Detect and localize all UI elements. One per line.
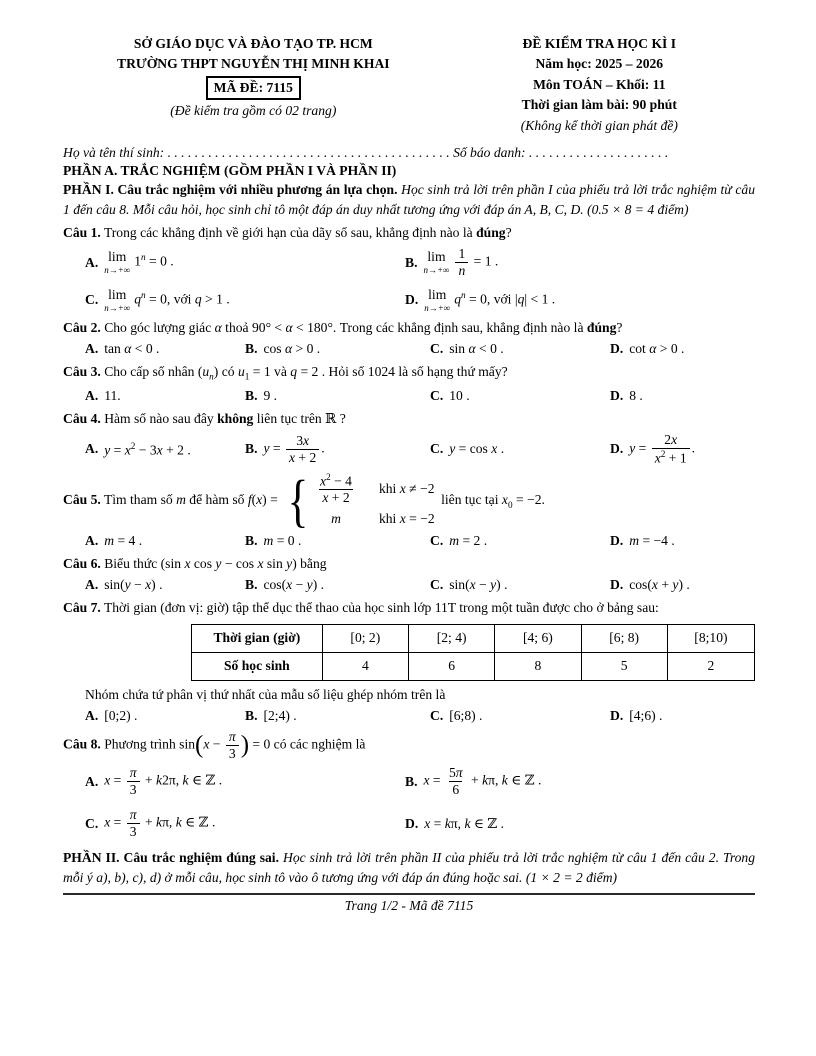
option-A [85,765,405,798]
student-id-label: Số báo danh: [453,144,526,160]
duration: Thời gian làm bài: 90 phút [521,97,677,113]
option-body: lim n→+∞ $1^n = 0$ . [104,249,174,275]
school-name: TRƯỜNG THPT NGUYỄN THỊ MINH KHAI [117,56,390,72]
option-body: sin(x − y) . [449,577,508,593]
option-body: cot α > 0 . [629,341,685,357]
table-cell: [8;10) [667,624,754,652]
student-name-dots: . . . . . . . . . . . . . . . . . . . . . . . . . . . . . . . . . . . . . . . . . . [164,144,454,160]
question-stem: Câu 2. Cho góc lượng giác α thoả 90° < α < 180°. Trong các khẳng định sau, khẳng định nào là đúng? [63,319,623,335]
option-A [85,577,245,593]
question-stem: Câu 3. Cho cấp số nhân $(u_n)$ có $u_1 = 1$ và q = 2 . Hỏi số 1024 là số hạng thứ mấy? [63,364,508,382]
question-label: Câu 7. [63,600,101,616]
subject-grade: Môn TOÁN – Khối: 11 [533,76,666,92]
option-body: [4;6) . [629,707,663,723]
option-body: $y = x^2 - 3x + 2$ . [104,440,191,458]
table-cell: 8 [495,652,581,680]
frequency-table [191,624,755,681]
question-stem: Câu 5. Tìm tham số m để hàm số f(x) = { $\frac{x^2 - 4}{x + 2}$ khi x ≠ −2 m khi x = −2 liên tục tại $x_0 = -2$. [63,467,545,533]
limit: lim n→+∞ [104,287,131,313]
option-letter: D. [610,441,624,457]
option-letter: D. [610,532,624,548]
student-name-label: Họ và tên thí sinh: [63,144,165,160]
duration-note: (Không kể thời gian phát đề) [520,117,678,133]
page-count-note: (Đề kiểm tra gồm có 02 trang) [170,103,337,119]
option-C [430,708,610,724]
option-D [610,432,755,467]
option-body: 11. [104,387,121,403]
option-letter: C. [430,387,444,403]
option-letter: A. [85,254,99,270]
table-cell: 4 [322,652,408,680]
option-letter: B. [245,341,258,357]
option-B [245,577,430,593]
fraction: $\frac{\pi}{3}$ [127,807,140,840]
option-body: cos(x − y) . [263,577,325,593]
option-letter: C. [430,532,444,548]
question-stem: Câu 7. Thời gian (đơn vị: giờ) tập thể dục thể thao của học sinh lớp 11T trong một tuần được cho ở bảng sau: [63,600,659,616]
option-A [85,708,245,724]
question-8 [63,729,755,840]
option-letter: B. [245,532,258,548]
options-grid [63,341,755,357]
limit: lim n→+∞ [424,287,451,313]
exam-header [63,34,755,136]
part2-intro [63,848,755,889]
options-grid [63,765,755,840]
option-body: m = 2 . [449,532,488,548]
question-label: Câu 4. [63,410,101,426]
option-letter: B. [245,577,258,593]
option-body: 9 . [263,387,278,403]
option-body: y = $\frac{3x}{x + 2}$ . [263,432,325,465]
question-label: Câu 2. [63,319,101,335]
question-label: Câu 1. [63,224,101,240]
option-letter: D. [610,707,624,723]
limit: lim n→+∞ [104,249,131,275]
option-D [610,708,755,724]
question-subline: Nhóm chứa tứ phân vị thứ nhất của mẫu số liệu ghép nhóm trên là [85,686,446,702]
question-4 [63,409,755,467]
option-C [430,533,610,549]
option-letter: D. [610,577,624,593]
option-body: tan α < 0 . [104,341,160,357]
option-letter: D. [610,387,624,403]
option-letter: B. [245,441,258,457]
option-letter: C. [85,292,99,308]
question-2 [63,318,755,357]
fraction: $\frac{\pi}{3}$ [226,729,239,762]
question-stem: Câu 8. Phương trình sin(x − $\frac{\pi}{3}$ ) = 0 có các nghiệm là [63,728,366,761]
part2-heading: PHẦN II. Câu trắc nghiệm đúng sai. [63,850,279,866]
option-letter: C. [430,341,444,357]
options-grid [63,533,755,549]
table-cell: 5 [581,652,667,680]
option-B [245,432,430,467]
option-D [610,388,755,404]
option-body: m = 0 . [263,532,302,548]
question-6 [63,554,755,593]
table-row [192,624,755,652]
fraction: $\frac{x^2 - 4}{x + 2}$ [320,471,352,506]
option-letter: A. [85,532,99,548]
question-7 [63,598,755,724]
options-grid [63,708,755,724]
piecewise-function: { $\frac{x^2 - 4}{x + 2}$ khi x ≠ −2 m khi x = −2 [287,467,435,533]
option-letter: B. [405,254,418,270]
option-letter: A. [85,341,99,357]
option-body: x = $\frac{\pi}{3}$ + kπ, k ∈ ℤ . [104,807,216,840]
question-label: Câu 3. [63,364,101,380]
options-grid [63,388,755,404]
question-3 [63,362,755,404]
option-body: y = $\frac{2x}{x^2 + 1}$ . [629,432,696,466]
table-cell: 2 [667,652,754,680]
option-letter: A. [85,773,99,789]
table-row-header: Thời gian (giờ) [192,624,323,652]
table-cell: [6; 8) [581,624,667,652]
table-cell: 6 [408,652,494,680]
option-B [245,341,430,357]
options-grid [63,246,755,313]
option-C [430,577,610,593]
option-letter: A. [85,577,99,593]
fraction: $\frac{1}{n}$ [455,246,468,279]
option-C [85,288,405,313]
table-cell: [0; 2) [322,624,408,652]
option-A [85,432,245,467]
exam-title: ĐỀ KIỂM TRA HỌC KÌ I [522,36,677,51]
part1-heading: PHẦN I. Câu trắc nghiệm với nhiều phương án lựa chọn. [63,181,398,197]
question-5 [63,467,755,549]
fraction: $\frac{\pi}{3}$ [127,765,140,798]
question-stem: Câu 6. Biểu thức (sin x cos y − cos x sin y) bằng [63,555,327,571]
option-letter: B. [245,387,258,403]
option-letter: D. [405,292,419,308]
table-row-header: Số học sinh [192,652,323,680]
part2-instructions: Học sinh trả lời trên phần II của phiếu trả lời trắc nghiệm từ câu 1 đến câu 2. Trong mỗi ý a), b), c), d) ở mỗi câu, học sinh tô vào ô tương ứng với đáp án đúng hoặc sai. (1 × 2 = 2 điểm) [63,850,756,886]
option-B [245,533,430,549]
footer-text: Trang 1/2 - Mã đề 7115 [344,897,474,913]
option-letter: A. [85,441,99,457]
option-body: cos(x + y) . [629,577,690,593]
option-B [245,388,430,404]
option-body: cos α > 0 . [263,341,321,357]
exam-code-box: MÃ ĐỀ: 7115 [206,76,301,100]
department-name: SỞ GIÁO DỤC VÀ ĐÀO TẠO TP. HCM [133,36,373,51]
table-cell: [2; 4) [408,624,494,652]
question-label: Câu 5. [63,491,101,507]
option-body: m = 4 . [104,532,143,548]
student-info-line [63,145,755,161]
table-cell: [4; 6) [495,624,581,652]
option-A [85,388,245,404]
option-C [85,807,405,840]
page-footer [63,893,755,914]
option-body: [2;4) . [263,707,297,723]
option-letter: B. [405,773,418,789]
table-row [192,652,755,680]
option-body: x = kπ, k ∈ ℤ . [424,815,505,831]
option-D [405,288,755,313]
option-body: sin(y − x) . [104,577,163,593]
fraction: $\frac{2x}{x^2 + 1}$ [652,432,690,467]
option-body: sin α < 0 . [449,341,504,357]
question-label: Câu 6. [63,555,101,571]
option-letter: D. [405,815,419,831]
option-C [430,388,610,404]
school-year: Năm học: 2025 – 2026 [535,56,664,72]
question-label: Câu 8. [63,736,101,752]
option-D [610,577,755,593]
part1-intro [63,180,755,221]
part1-instructions: Học sinh trả lời trên phần I của phiếu trả lời trắc nghiệm từ câu 1 đến câu 8. Mỗi câu hỏi, học sinh chỉ tô một đáp án duy nhất tương ứng với đáp án A, B, C, D. (0.5 × 8 = 4 điểm) [63,181,755,218]
option-letter: C. [430,441,444,457]
option-A [85,533,245,549]
header-left [63,34,444,136]
option-letter: A. [85,387,99,403]
part-a-title: PHẦN A. TRẮC NGHIỆM (GỒM PHẦN I VÀ PHẦN II) [63,162,397,178]
big-paren: ( [195,731,204,759]
option-C [430,341,610,357]
question-1 [63,223,755,313]
option-D [610,533,755,549]
option-body: 10 . [449,387,470,403]
limit: lim n→+∞ [423,249,450,275]
option-body: m = −4 . [629,532,675,548]
fraction: $\frac{3x}{x + 2}$ [286,433,319,466]
option-D [610,341,755,357]
option-body: lim n→+∞ $q^n = 0$, với q > 1 . [104,287,230,313]
header-right [444,34,755,136]
option-body: lim n→+∞ $q^n = 0$, với |q| < 1 . [424,287,556,313]
curly-brace: { [287,467,309,533]
option-body: lim n→+∞ $\frac{1}{n}$ = 1 . [423,246,499,279]
fraction: $\frac{5\pi}{6}$ [448,764,463,797]
option-body: y = cos x . [449,441,505,457]
student-id-dots: . . . . . . . . . . . . . . . . . . . . . [525,144,669,160]
option-letter: C. [430,707,444,723]
option-letter: C. [430,577,444,593]
option-C [430,432,610,467]
option-letter: C. [85,815,99,831]
option-B [405,765,755,798]
option-body: [0;2) . [104,707,138,723]
option-A [85,341,245,357]
big-paren: ) [240,731,250,759]
options-grid [63,577,755,593]
question-stem: Câu 4. Hàm số nào sau đây không liên tục trên ℝ ? [63,410,346,426]
option-B [405,246,755,279]
option-B [245,708,430,724]
questions-container [63,223,755,840]
question-stem: Câu 1. Trong các khẳng định về giới hạn của dãy số sau, khẳng định nào là đúng? [63,224,512,240]
option-body: 8 . [629,387,643,403]
option-letter: D. [610,341,624,357]
option-letter: B. [245,707,258,723]
option-A [85,246,405,279]
option-body: [6;8) . [449,707,483,723]
option-body: x = $\frac{5\pi}{6}$ + kπ, k ∈ ℤ . [423,764,542,797]
option-body: x = $\frac{\pi}{3}$ + k2π, k ∈ ℤ . [104,764,223,797]
options-grid [63,432,755,467]
option-letter: A. [85,707,99,723]
option-D [405,807,755,840]
